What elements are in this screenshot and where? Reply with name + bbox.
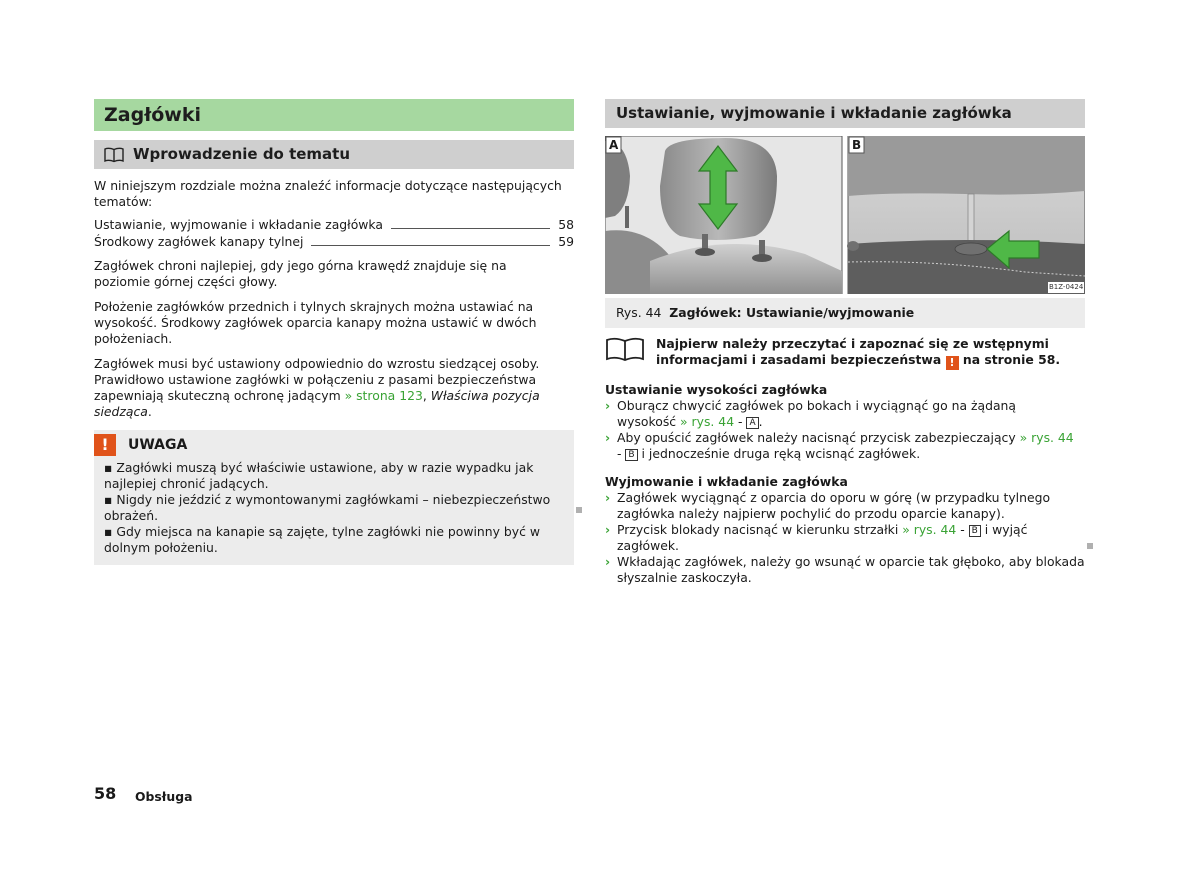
intro-heading-label: Wprowadzenie do tematu — [133, 145, 351, 163]
note-text — [656, 336, 1084, 370]
paragraph-1: Zagłówek chroni najlepiej, gdy jego górna krawędź znajduje się na poziomie górnej części głowy. — [94, 258, 507, 289]
warning-icon: ! — [94, 434, 116, 456]
intro-heading — [94, 140, 574, 169]
page-link[interactable]: » strona 123 — [344, 388, 423, 403]
caption-prefix: Rys. 44 — [616, 305, 662, 320]
book-icon — [104, 147, 124, 163]
footer-section: Obsługa — [135, 789, 193, 804]
instruction-step — [605, 522, 1085, 554]
subsection-title: Ustawianie, wyjmowanie i wkładanie zagłówka — [605, 99, 1085, 128]
caption-title: Zagłówek: Ustawianie/wyjmowanie — [669, 305, 915, 320]
figure-panel-ref: B — [625, 449, 637, 461]
paragraph-3-separator: , — [422, 388, 431, 403]
section-end-marker — [1087, 543, 1093, 549]
toc-leader — [391, 228, 550, 229]
warning-item: ▪ Nigdy nie jeździć z wymontowanymi zagłówkami – niebezpieczeństwo obrażeń. — [104, 492, 551, 523]
paragraph-3-end: . — [147, 404, 152, 419]
toc-item-label: Ustawianie, wyjmowanie i wkładanie zagłówka — [94, 217, 383, 232]
page-number: 58 — [94, 784, 117, 803]
step-text: Zagłówek wyciągnąć z oparcia do oporu w górę (w przypadku tylnego zagłówka należy najpierw pochylić do przodu oparcie kanapy). — [617, 490, 1051, 521]
toc-list — [94, 216, 574, 250]
paragraph-3-italic: Właściwa pozycja siedząca — [94, 388, 540, 419]
figure-link[interactable]: » rys. 44 — [1019, 430, 1074, 445]
section-heading-height: Ustawianie wysokości zagłówka — [605, 382, 828, 397]
toc-item-page: 58 — [558, 217, 574, 232]
chevron-right-icon: › — [605, 522, 611, 537]
step-end: . — [758, 414, 763, 429]
instruction-step — [605, 398, 1085, 430]
headrest-illustration — [605, 136, 1085, 294]
figure-panel-ref: B — [969, 525, 981, 537]
warning-title: UWAGA — [128, 437, 188, 453]
chevron-right-icon: › — [605, 430, 611, 445]
toc-item-label: Środkowy zagłówek kanapy tylnej — [94, 234, 304, 249]
step-end: i wyjąć zagłówek. — [617, 522, 1028, 553]
section-title: Zagłówki — [94, 99, 574, 131]
figure-code: B1Z-0424 — [1049, 283, 1084, 291]
warning-icon: ! — [946, 356, 959, 370]
panel-b-label: B — [852, 138, 862, 152]
warning-box — [94, 430, 574, 565]
paragraph-3-text: Zagłówek musi być ustawiony odpowiednio do wzrostu siedzącej osoby. Prawidłowo ustawione zagłówki w połączeniu z pasami bezpieczeństwa zapewniają skuteczną ochronę jadącym — [94, 356, 540, 403]
toc-item[interactable] — [94, 233, 574, 250]
warning-item-text: Nigdy nie jeździć z wymontowanymi zagłówkami – niebezpieczeństwo obrażeń. — [104, 492, 551, 523]
toc-item[interactable] — [94, 216, 574, 233]
intro-text: W niniejszym rozdziale można znaleźć informacje dotyczące następujących tematów: — [94, 178, 562, 209]
panel-a-label: A — [609, 138, 619, 152]
left-column — [94, 99, 574, 565]
section-end-marker — [576, 507, 582, 513]
note-text-main: Najpierw należy przeczytać i zapoznać się ze wstępnymi informacjami i zasadami bezpieczeństwa — [656, 336, 1049, 367]
open-book-icon — [605, 336, 645, 362]
step-dash: - — [734, 414, 747, 429]
read-first-note — [605, 336, 1085, 370]
warning-item-text: Zagłówki muszą być właściwie ustawione, aby w razie wypadku jak najlepiej chronić jadących. — [104, 460, 534, 491]
chevron-right-icon: › — [605, 398, 611, 413]
instruction-step — [605, 554, 1085, 586]
warning-header — [94, 430, 574, 460]
step-text: Aby opuścić zagłówek należy nacisnąć przycisk zabezpieczający — [617, 430, 1020, 445]
chevron-right-icon: › — [605, 490, 611, 505]
chevron-right-icon: › — [605, 554, 611, 569]
section-heading-remove: Wyjmowanie i wkładanie zagłówka — [605, 474, 848, 489]
paragraph-2: Położenie zagłówków przednich i tylnych skrajnych można ustawiać na wysokość. Środkowy zagłówek oparcia kanapy można ustawić w dwóch położeniach. — [94, 299, 537, 346]
figure-panel-ref: A — [746, 417, 758, 429]
warning-item: ▪ Gdy miejsca na kanapie są zajęte, tylne zagłówki nie powinny być w dolnym położeniu. — [104, 524, 540, 555]
note-page-ref: na stronie 58. — [958, 352, 1061, 367]
figure-link[interactable]: » rys. 44 — [902, 522, 957, 537]
step-dash: - — [956, 522, 969, 537]
instruction-step — [605, 430, 1085, 462]
instruction-step — [605, 490, 1085, 522]
step-text: Przycisk blokady nacisnąć w kierunku strzałki — [617, 522, 903, 537]
figure-caption — [605, 298, 1085, 328]
figure-link[interactable]: » rys. 44 — [680, 414, 735, 429]
toc-item-page: 59 — [558, 234, 574, 249]
step-end: i jednocześnie druga ręką wcisnąć zagłówek. — [637, 446, 921, 461]
right-column — [605, 99, 1085, 586]
paragraph-3 — [94, 356, 570, 420]
toc-leader — [311, 245, 550, 246]
warning-item: ▪ Zagłówki muszą być właściwie ustawione, aby w razie wypadku jak najlepiej chronić jadących. — [104, 460, 534, 491]
step-text: Wkładając zagłówek, należy go wsunąć w oparcie tak głęboko, aby blokada słyszalnie zaskoczyła. — [617, 554, 1085, 585]
step-dash: - — [617, 446, 626, 461]
headrest-figure — [605, 136, 1085, 294]
warning-item-text: Gdy miejsca na kanapie są zajęte, tylne zagłówki nie powinny być w dolnym położeniu. — [104, 524, 540, 555]
warning-body — [94, 460, 574, 556]
step-text: Oburącz chwycić zagłówek po bokach i wyciągnąć go na żądaną wysokość — [617, 398, 1016, 429]
